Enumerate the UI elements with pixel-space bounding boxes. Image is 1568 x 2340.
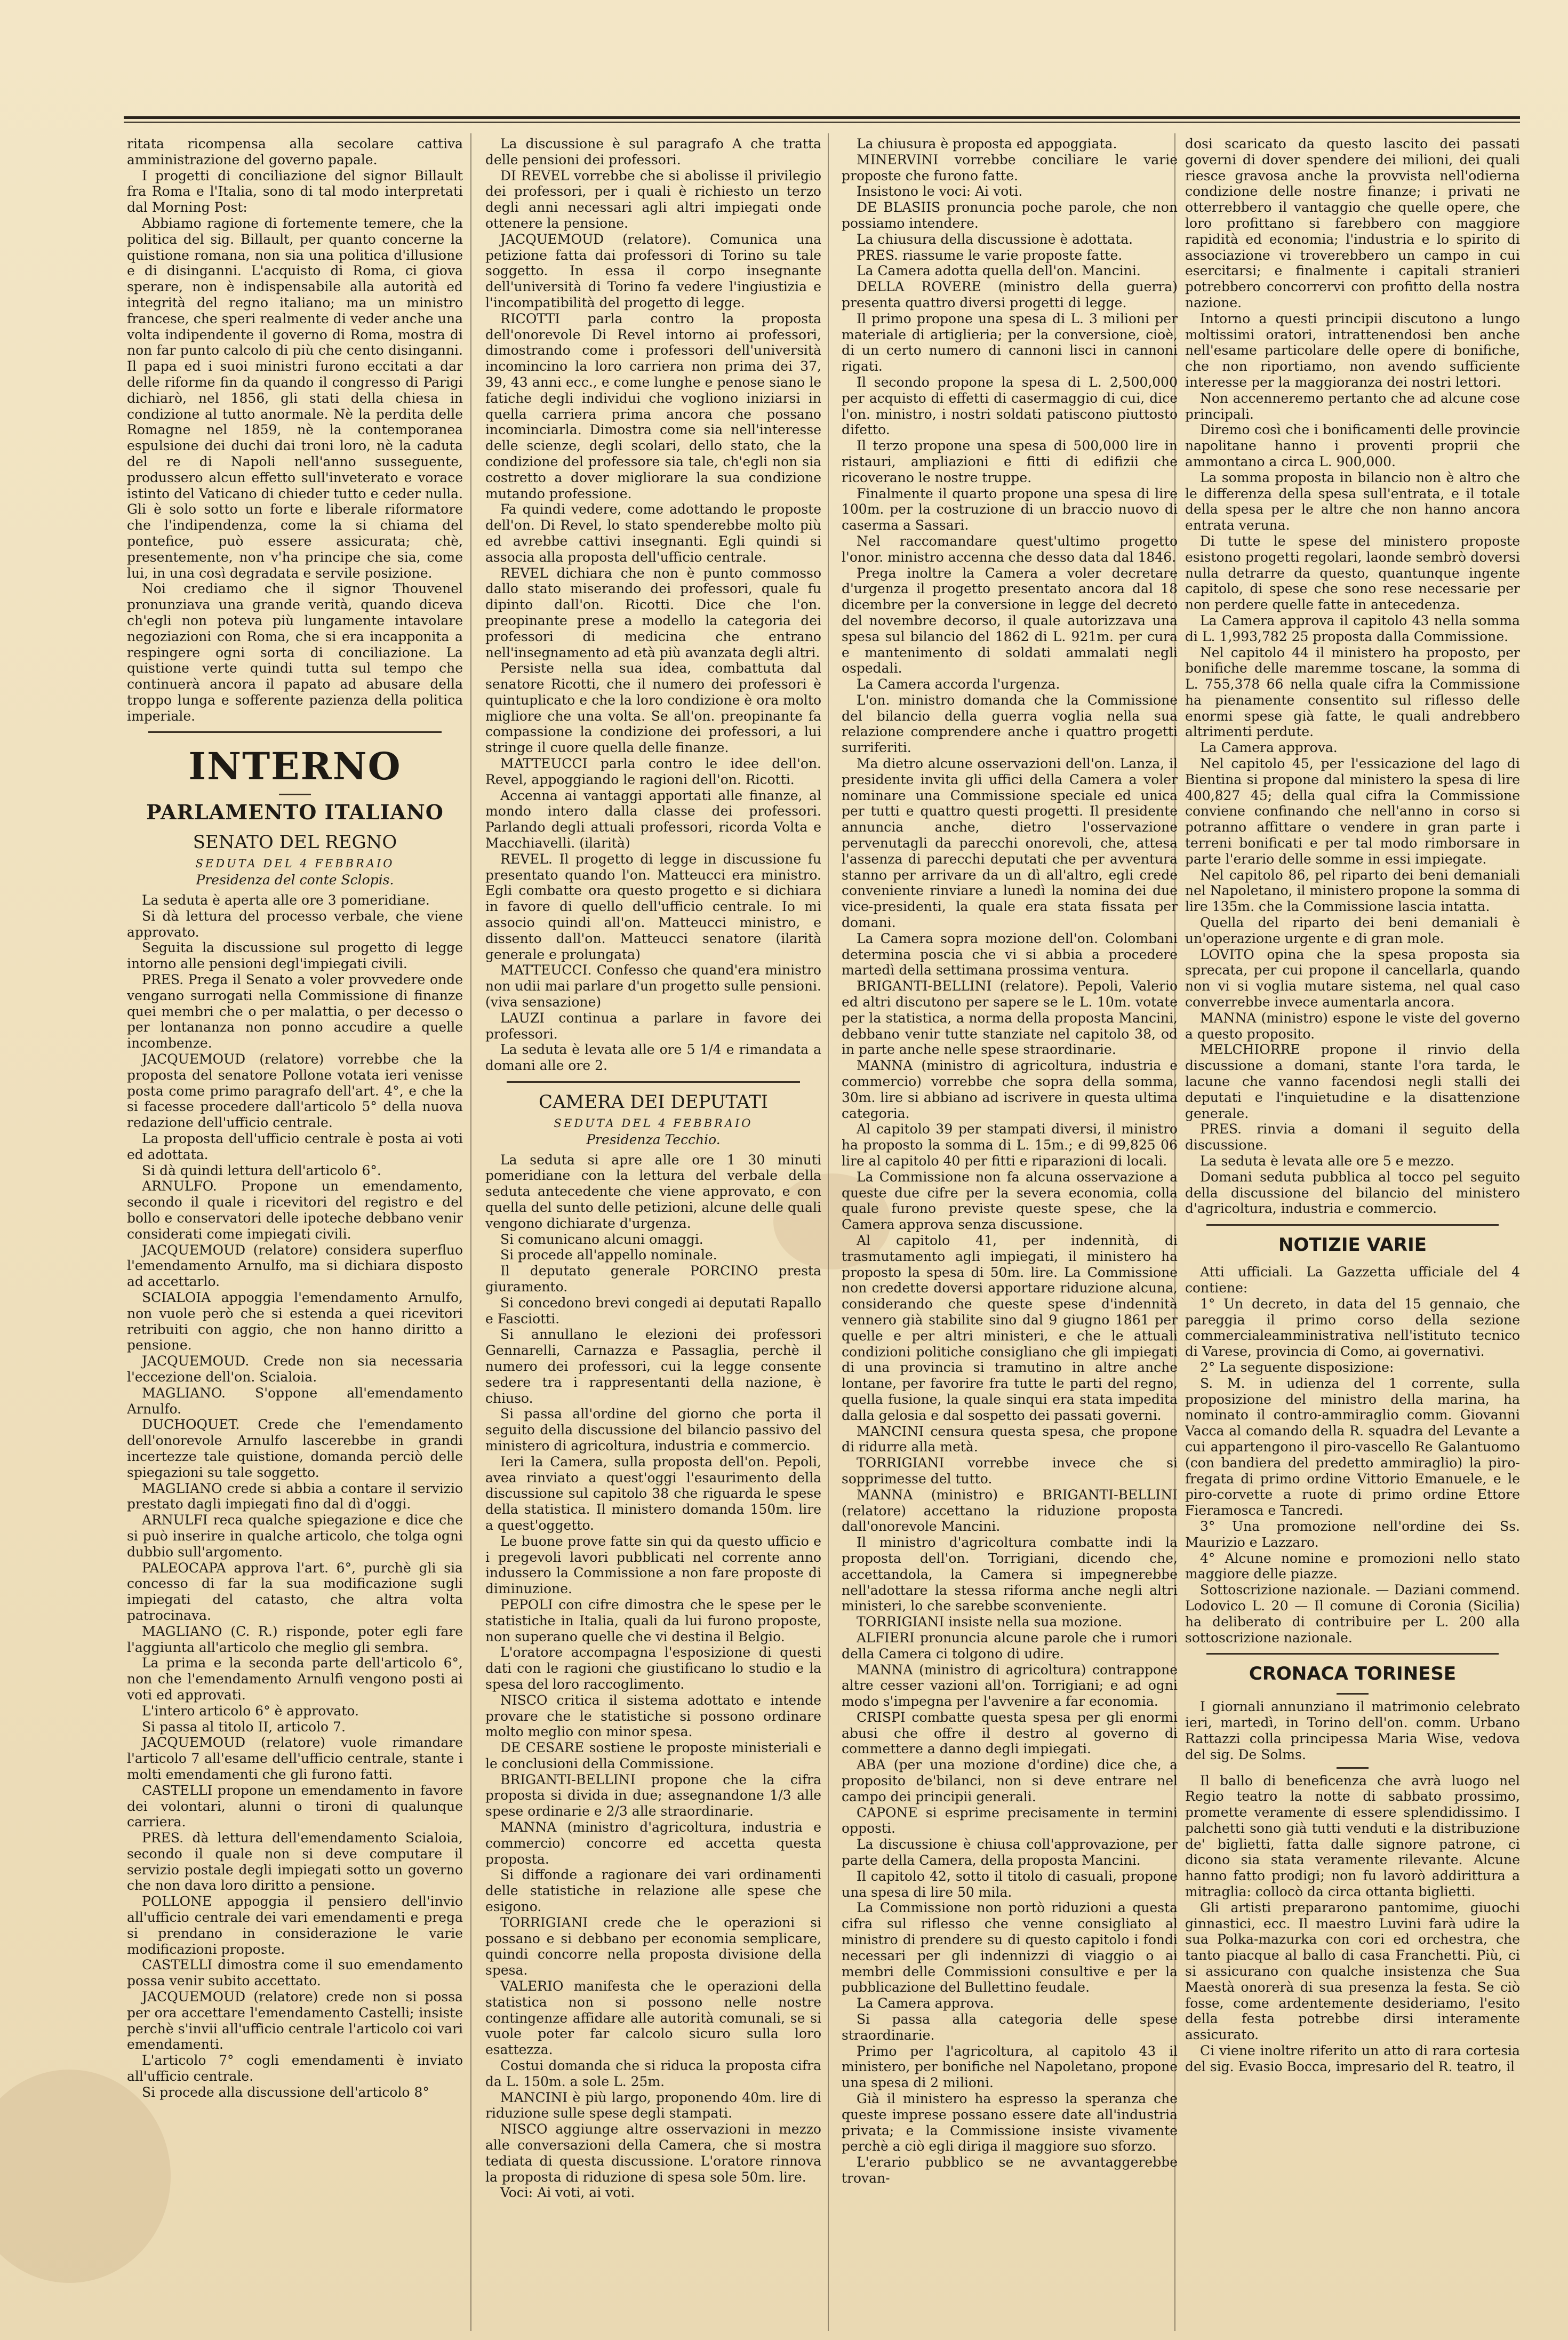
notizie-varie-title: NOTIZIE VARIE [1278,1234,1427,1256]
paragraph: Persiste nella sua idea, combattuta dal senatore Ricotti, che il numero dei professori è quintuplicato e che la loro condizione è ora molto migliore che una volta. Se all'on. preopinante fa compassione la condizione dei professori, a lui stringe il cuore quella delle finanze. [485,660,821,756]
paragraph: Il secondo propone la spesa di L. 2,500,000 per acquisto di effetti di casermaggio di cui, dice l'on. ministro, i nostri soldati patiscono piuttosto difetto. [842,374,1178,438]
paragraph: Sottoscrizione nazionale. — Daziani commend. Lodovico L. 20 — Il comune di Coronia (Sicilia) ha deliberato di contribuire per L. 200 alla sottoscrizione nazionale. [1185,1582,1520,1646]
paragraph: MANNA (ministro) espone le viste del governo a questo proposito. [1185,1010,1520,1042]
paragraph: REVEL dichiara che non è punto commosso dallo stato miserando dei professori, quale fu dipinto dall'on. Ricotti. Dice che l'on. preopinante prese a modello la categoria dei professori di medicina che entrano nell'insegnamento ad età più avanzata degli altri. [485,565,821,660]
paragraph: La seduta è aperta alle ore 3 pomeridiane. [142,892,430,908]
column-divider [828,133,829,2331]
paragraph: MANCINI censura questa spesa, che propone di ridurre alla metà. [842,1423,1178,1455]
paragraph: SCIALOIA appoggia l'emendamento Arnulfo, non vuole però che si estenda a quei ricevitori retribuiti con aggio, che non hanno diritto a pensione. [127,1290,463,1353]
paragraph: NISCO critica il sistema adottato e intende provare che le statistiche si possono ordinare molto meglio con minor spesa. [485,1692,821,1740]
paragraph: JACQUEMOUD (relatore). Comunica una petizione fatta dai professori di Torino su tale soggetto. In essa il corpo insegnante dell'università di Torino fa vedere l'ingiustizia e l'incompatibilità del progetto di legge. [485,231,821,310]
paragraph: La seduta è levata alle ore 5 e mezzo. [1200,1153,1454,1169]
camera-title: CAMERA DEI DEPUTATI [538,1091,769,1113]
paragraph: PRES. riassume le varie proposte fatte. [857,247,1123,263]
camera-session: SEDUTA DEL 4 FEBBRAIO [554,1117,753,1130]
paragraph: Ieri la Camera, sulla proposta dell'on. Pepoli, avea rinviato a quest'oggi l'esaurimento della discussione sul capitolo 38 che riguarda le spese della statistica. Il ministero domanda 150m. lire a quest'oggetto. [485,1453,821,1533]
paragraph: ARNULFO. Propone un emendamento, secondo il quale i ricevitori del registro e del bollo e conservatori delle ipoteche debbano venir considerati come impiegati civili. [127,1178,463,1242]
paragraph: ritata ricompensa alla secolare cattiva amministrazione del governo papale. [127,136,463,167]
paragraph: PRES. Prega il Senato a voler provvedere onde vengano surrogati nella Commissione di finanze quei membri che o per malattia, o per decesso o per lontananza non ponno accudire a quelle incombenze. [127,972,463,1051]
paragraph: 1° Un decreto, in data del 15 gennaio, che pareggia il primo corso della sezione commercialeamministrativa nell'istituto tecnico di Varese, provincia di Como, ai governativi. [1185,1296,1520,1360]
paragraph: La Camera approva. [857,1995,994,2011]
paragraph: La discussione è sul paragrafo A che tratta delle pensioni dei professori. [485,136,821,167]
paragraph: L'intero articolo 6° è approvato. [142,1703,359,1719]
paragraph: PRES. dà lettura dell'emendamento Scialoia, secondo il quale non si deve computare il servizio postale degli impiegati sotto un governo che non dava loro diritto a pensione. [127,1830,463,1894]
paragraph: MINERVINI vorrebbe conciliare le varie proposte che furono fatte. [842,151,1178,183]
paragraph: Di tutte le spese del ministero proposte esistono progetti regolari, laonde sembrò doversi nulla detrarre da questo, quantunque ingente capitolo, di spese che sono rese necessarie per non perdere quelle fatte in antecedenza. [1185,533,1520,613]
column-2 [485,136,821,2334]
paragraph: BRIGANTI-BELLINI (relatore). Pepoli, Valerio ed altri discutono per sapere se le L. 10m. votate per la statistica, a norma della proposta Mancini, debbano venir tutte stanziate nel capitolo 38, od in parte anche nelle spese straordinarie. [842,978,1178,1058]
paragraph: Si comunicano alcuni omaggi. [500,1231,703,1247]
paragraph: La proposta dell'ufficio centrale è posta ai voti ed adottata. [127,1131,463,1162]
paragraph: Si dà quindi lettura dell'articolo 6°. [142,1162,381,1178]
paragraph: La Camera adotta quella dell'on. Mancini. [857,263,1141,279]
paragraph: Il terzo propone una spesa di 500,000 lire in ristauri, ampliazioni e fitti di edifizii che ricoverano le nostre truppe. [842,438,1178,485]
paragraph: DE BLASIIS pronuncia poche parole, che non possiamo intendere. [842,199,1178,231]
paragraph: JACQUEMOUD (relatore) considera superfluo l'emendamento Arnulfo, ma si dichiara disposto ad accettarlo. [127,1242,463,1290]
paragraph: Ma dietro alcune osservazioni dell'on. Lanza, il presidente invita gli uffici della Camera a voler nominare una Commissione speciale ed unica per tutti e quattro questi progetti. Il presidente annuncia anche, dietro l'osservazione pervenutagli da parecchi onorevoli, che, attesa l'assenza di parecchi deputati che per avventura stanno per arrivare da un dì all'altro, egli crede conveniente rinviare a lunedì la nomina dei due vice-presidenti, la quale era stata fissata per domani. [842,756,1178,931]
paragraph: La Commissione non fa alcuna osservazione a queste due cifre per la severa economia, colla quale furono previste queste spese, che la Camera approva senza discussione. [842,1169,1178,1233]
paragraph: LOVITO opina che la spesa proposta sia sprecata, per cui propone il cancellarla, quando non vi si voglia mutare sistema, nel qual caso converrebbe invece aumentarla ancora. [1185,946,1520,1010]
paragraph: La Commissione non portò riduzioni a questa cifra sul riflesso che venne consigliato al ministro di prendere su di questo capitolo i fondi necessari per gli indennizzi di viaggio o ai membri delle Commissioni consultive e per la pubblicazione del Bullettino feudale. [842,1900,1178,1995]
paragraph: Fa quindi vedere, come adottando le proposte dell'on. Di Revel, lo stato spenderebbe molto più ed avrebbe cattivi insegnanti. Egli quindi si associa alla proposta dell'ufficio centrale. [485,501,821,565]
paragraph: TORRIGIANI insiste nella sua mozione. [857,1614,1123,1630]
paragraph: MAGLIANO. S'oppone all'emendamento Arnulfo. [127,1385,463,1417]
paragraph: TORRIGIANI crede che le operazioni si possano e si debbano per economia semplicare, quindi concorre nella proposta divisione della spesa. [485,1914,821,1978]
paragraph: MANNA (ministro d'agricoltura, industria e commercio) concorre ed accetta questa proposta. [485,1819,821,1867]
paragraph: L'articolo 7° cogli emendamenti è inviato all'ufficio centrale. [127,2053,463,2085]
paragraph: Costui domanda che si riduca la proposta cifra da L. 150m. a sole L. 25m. [485,2058,821,2089]
paragraph: Al capitolo 39 per stampati diversi, il ministro ha proposto la somma di L. 15m.; e di 99,825 06 lire al capitolo 40 per fitti e riparazioni di locali. [842,1121,1178,1169]
paragraph: dosi scaricato da questo lascito dei passati governi di dover spendere dei milioni, dei quali riesce gravosa anche la provvista nell'odierna condizione delle nostre finanze; i privati ne otterrebbero il vantaggio che quelle opere, che loro profittano si farebbero con maggiore rapidità ed economia; l'industria e lo spirito di associazione vi troverebbero un campo in cui esercitarsi; e finalmente i capitali stranieri potrebbero concorrervi con profitto della nostra nazione. [1185,136,1520,310]
paragraph: Si dà lettura del processo verbale, che viene approvato. [127,908,463,940]
camera-presidency: Presidenza Tecchio. [586,1131,721,1147]
paragraph: 3° Una promozione nell'ordine dei Ss. Maurizio e Lazzaro. [1185,1518,1520,1550]
column-1 [127,136,463,2334]
paragraph: MANNA (ministro di agricoltura, industria e commercio) vorrebbe che sopra della somma, 30m. lire si abbiano ad iscrivere in questa ultima categoria. [842,1058,1178,1121]
paragraph: Il capitolo 42, sotto il titolo di casuali, propone una spesa di lire 50 mila. [842,1868,1178,1900]
paragraph: La somma proposta in bilancio non è altro che le differenza della spesa sull'entrata, e il totale della spesa per le altre che non hanno ancora entrata veruna. [1185,469,1520,533]
paragraph: I giornali annunziano il matrimonio celebrato ieri, martedì, in Torino dell'on. comm. Urbano Rattazzi colla principessa Maria Wise, vedova del sig. De Solms. [1185,1699,1520,1762]
paragraph: Gli artisti prepararono pantomime, giuochi ginnastici, ecc. Il maestro Luvini farà udire la sua Polka-mazurka con cori ed orchestra, che tanto piacque al ballo di casa Franchetti. Più, ci si assicurano con qualche insistenza che Sua Maestà onorerà di sua presenza la festa. Se ciò fosse, come ardentemente desideriamo, l'esito della festa potrebbe dirsi interamente assicurato. [1185,1899,1520,2043]
top-rule [124,116,1520,119]
divider [507,1081,800,1083]
paragraph: La discussione è chiusa coll'approvazione, per parte della Camera, della proposta Mancini. [842,1836,1178,1868]
column-divider [470,133,471,2331]
divider [1206,1224,1499,1226]
divider [1206,1653,1499,1655]
paragraph: Primo per l'agricoltura, al capitolo 43 il ministero, per bonifiche nel Napoletano, propone una spesa di 2 milioni. [842,2043,1178,2091]
senate-title: SENATO DEL REGNO [193,832,397,853]
paragraph: Nel capitolo 86, pel riparto dei beni demaniali nel Napoletano, il ministero propone la somma di lire 135m. che la Commissione lascia intatta. [1185,867,1520,915]
paragraph: PRES. rinvia a domani il seguito della discussione. [1185,1121,1520,1153]
paragraph: L'oratore accompagna l'esposizione di questi dati con le ragioni che giustificano lo studio e la spesa del loro raccoglimento. [485,1644,821,1692]
paragraph: PEPOLI con cifre dimostra che le spese per le statistiche in Italia, quali da lui furono proposte, non superano quelle che vi destina il Belgio. [485,1596,821,1644]
paragraph: LAUZI continua a parlare in favore dei professori. [485,1010,821,1042]
paragraph: Si passa al titolo II, articolo 7. [142,1719,346,1735]
senate-session: SEDUTA DEL 4 FEBBRAIO [195,857,395,870]
paragraph: CRISPI combatte questa spesa per gli enormi abusi che offre il destro al governo di commettere a danno degli impiegati. [842,1709,1178,1757]
senate-presidency: Presidenza del conte Sclopis. [196,872,394,888]
paragraph: Il ministro d'agricoltura combatte indi la proposta dell'on. Torrigiani, dicendo che, accettandola, la Camera si impegnerebbe nell'adottare la stessa riforma anche negli altri ministeri, lo che sarebbe sconveniente. [842,1535,1178,1614]
paragraph: Voci: Ai voti, ai voti. [500,2185,635,2201]
paragraph: Ci viene inoltre riferito un atto di rara cortesia del sig. Evasio Bocca, impresario del R. teatro, il [1185,2043,1520,2074]
paragraph: Il ballo di beneficenza che avrà luogo nel Regio teatro la notte di sabbato prossimo, promette veramente di essere splendidissimo. I palchetti sono già tutti venduti e la distribuzione de' biglietti, fatta dalle signore patrone, ci dicono sia stata veramente rilevante. Alcune hanno fatto prodigi; non fu lavorò addirittura a mitraglia: collocò da circa ottanta biglietti. [1185,1772,1520,1900]
paragraph: CASTELLI dimostra come il suo emendamento possa venir subito accettato. [127,1957,463,1989]
divider [279,794,311,795]
column-3 [842,136,1178,2334]
divider [1337,1693,1369,1695]
paragraph: MANNA (ministro) e BRIGANTI-BELLINI (relatore) accettano la riduzione proposta dall'onorevole Mancini. [842,1487,1178,1535]
paragraph: Già il ministero ha espresso la speranza che queste imprese possano essere date all'industria privata; e la Commissione insiste vivamente perchè a ciò egli diriga il maggiore suo sforzo. [842,2091,1178,2154]
paragraph: VALERIO manifesta che le operazioni della statistica non si possono nelle nostre contingenze affidare alle autorità comunali, se si vuole poter far calcolo sicuro sulla loro esattezza. [485,1978,821,2058]
paragraph: Accenna ai vantaggi apportati alle finanze, al mondo intero dalla classe dei professori. Parlando degli attuali professori, ricorda Volta e Macchiavelli. (ilarità) [485,787,821,851]
paragraph: La Camera approva il capitolo 43 nella somma di L. 1,993,782 25 proposta dalla Commissione. [1185,612,1520,644]
paragraph: ALFIERI pronuncia alcune parole che i rumori della Camera ci tolgono di udire. [842,1630,1178,1662]
paragraph: MELCHIORRE propone il rinvio della discussione a domani, stante l'ora tarda, le lacune che vanno facendosi negli stalli dei deputati e l'inquietudine e la disattenzione generale. [1185,1042,1520,1121]
paragraph: Non accenneremo pertanto che ad alcune cose principali. [1185,390,1520,422]
paragraph: BRIGANTI-BELLINI propone che la cifra proposta si divida in due; assegnandone 1/3 alle spese ordinarie e 2/3 alle straordinarie. [485,1771,821,1819]
paragraph: MATTEUCCI. Confesso che quand'era ministro non udii mai parlare d'un progetto sulle pensioni. (viva sensazione) [485,962,821,1010]
paragraph: Insistono le voci: Ai voti. [857,183,1023,199]
paragraph: MAGLIANO (C. R.) risponde, poter egli fare l'aggiunta all'articolo che meglio gli sembra. [127,1623,463,1655]
cronaca-torinese-title: CRONACA TORINESE [1249,1663,1457,1685]
paragraph: Domani seduta pubblica al tocco pel seguito della discussione del bilancio del ministero d'agricoltura, industria e commercio. [1185,1169,1520,1217]
paragraph: I progetti di conciliazione del signor Billault fra Roma e l'Italia, sono di tal modo interpretati dal Morning Post: [127,167,463,215]
paragraph: JACQUEMOUD (relatore) vorrebbe che la proposta del senatore Pollone votata ieri venisse posta come primo paragrafo dell'art. 4°, e che la si facesse procedere dall'articolo 5° della nuova redazione dell'ufficio centrale. [127,1051,463,1131]
paragraph: Quella del riparto dei beni demaniali è un'operazione urgente e di gran mole. [1185,915,1520,946]
paragraph: La Camera accorda l'urgenza. [857,676,1060,692]
divider [1337,1767,1369,1769]
paragraph: Diremo così che i bonificamenti delle provincie napolitane hanno i proventi proprii che ammontano a circa L. 900,000. [1185,422,1520,469]
paragraph: La chiusura è proposta ed appoggiata. [857,136,1117,151]
paragraph: PALEOCAPA approva l'art. 6°, purchè gli sia concesso di far la sua modificazione sugli impiegati del catasto, che altra volta patrocinava. [127,1560,463,1623]
paragraph: Si procede alla discussione dell'articolo 8° [142,2084,429,2100]
paragraph: Prega inoltre la Camera a voler decretare d'urgenza il progetto presentato ancora dal 18 dicembre per la conversione in legge del decreto del novembre decorso, il quale autorizzava una spesa sul bilancio del 1862 di L. 921m. per cura e mantenimento di soldati ammalati negli ospedali. [842,565,1178,676]
paragraph: Si passa alla categoria delle spese straordinarie. [842,2011,1178,2043]
paragraph: Si annullano le elezioni dei professori Gennarelli, Carnazza e Passaglia, perchè il numero dei professori, cui la legge consente sedere tra i rappresentanti della nazione, è chiuso. [485,1327,821,1406]
paragraph: S. M. in udienza del 1 corrente, sulla proposizione del ministro della marina, ha nominato il contro-ammiraglio comm. Giovanni Vacca al comando della R. squadra del Levante a cui appartengono il piro-vascello Re Galantuomo (con bandiera del predetto ammiraglio) la piro-fregata di primo ordine Vittorio Emanuele, e le piro-corvette a ruote di primo ordine Ettore Fieramosca e Tancredi. [1185,1375,1520,1519]
paragraph: DE CESARE sostiene le proposte ministeriali e le conclusioni della Commissione. [485,1740,821,1771]
top-rule-thin [124,122,1520,123]
paragraph: 4° Alcune nomine e promozioni nello stato maggiore delle piazze. [1185,1550,1520,1582]
paragraph: Nel capitolo 44 il ministero ha proposto, per bonifiche delle maremme toscane, la somma di L. 755,378 66 nella quale cifra la Commissione ha pienamente consentito sul riflesso delle enormi spese già fatte, le quali andrebbero altrimenti perdute. [1185,644,1520,740]
paragraph: Atti ufficiali. La Gazzetta ufficiale del 4 contiene: [1185,1264,1520,1296]
paragraph: La chiusura della discussione è adottata. [857,231,1133,247]
paragraph: TORRIGIANI vorrebbe invece che si sopprimesse del tutto. [842,1455,1178,1487]
paragraph: La Camera sopra mozione dell'on. Colombani determina poscia che vi si abbia a procedere martedì della settimana prossima ventura. [842,930,1178,978]
paragraph: Si diffonde a ragionare dei vari ordinamenti delle statistiche in relazione alle spese che esigono. [485,1867,821,1915]
paragraph: Nel capitolo 45, per l'essicazione del lago di Bientina si propone dal ministero la spesa di lire 400,827 45; della qual cifra la Commissione conviene confinando che nell'anno in corso si potranno affittare o vendere in gran parte i terreni bonificati e per tal modo rimborsare in parte l'erario delle somme in essi impiegate. [1185,756,1520,867]
paragraph: Si procede all'appello nominale. [500,1247,717,1263]
paragraph: La Camera approva. [1200,740,1338,756]
column-4 [1185,136,1520,2334]
paragraph: Noi crediamo che il signor Thouvenel pronunziava una grande verità, quando diceva ch'egli non poteva più lungamente intavolare negoziazioni con Roma, che si era incapponita a respingere ogni sorta di conciliazione. La quistione verte quindi tutta sul tempo che continuerà ancora il papato ad abusare della troppo lunga e sofferente pazienza della politica imperiale. [127,581,463,724]
paragraph: JACQUEMOUD. Crede non sia necessaria l'eccezione dell'on. Scialoia. [127,1353,463,1385]
paragraph: Il deputato generale PORCINO presta giuramento. [485,1263,821,1295]
paragraph: DELLA ROVERE (ministro della guerra) presenta quattro diversi progetti di legge. [842,279,1178,310]
paragraph: CAPONE si esprime precisamente in termini opposti. [842,1804,1178,1836]
paragraph: CASTELLI propone un emendamento in favore dei volontari, alunni o tironi di qualunque carriera. [127,1782,463,1830]
divider [148,731,442,733]
paragraph: 2° La seguente disposizione: [1200,1359,1394,1375]
paragraph: DI REVEL vorrebbe che si abolisse il privilegio dei professori, per i quali è richiesto un terzo degli anni necessari agli altri impiegati onde ottenere la pensione. [485,167,821,231]
paragraph: L'on. ministro domanda che la Commissione del bilancio della guerra voglia nella sua relazione comprendere anche i quattro progetti surriferiti. [842,692,1178,756]
paragraph: Finalmente il quarto propone una spesa di lire 100m. per la costruzione di un braccio nuovo di caserma a Sassari. [842,485,1178,533]
paragraph: Il primo propone una spesa di L. 3 milioni per materiale di artiglieria; per la conversione, cioè, di un certo numero di cannoni lisci in cannoni rigati. [842,310,1178,374]
paragraph: La seduta è levata alle ore 5 1/4 e rimandata a domani alle ore 2. [485,1042,821,1074]
section-title-interno: INTERNO [188,744,402,789]
paragraph: Nel raccomandare quest'ultimo progetto l'onor. ministro accenna che desso data dal 1846. [842,533,1178,565]
paragraph: MATTEUCCI parla contro le idee dell'on. Revel, appoggiando le ragioni dell'on. Ricotti. [485,756,821,787]
paragraph: Intorno a questi principii discutono a lungo moltissimi oratori, intrattenendosi ben anche nell'esame particolare delle opere di bonifiche, che non riportiamo, non avendo sufficiente interesse per la maggioranza dei nostri lettori. [1185,310,1520,390]
paragraph: NISCO aggiunge altre osservazioni in mezzo alle conversazioni della Camera, che si mostra tediata di questa discussione. L'oratore rinnova la proposta di riduzione di spesa sole 50m. lire. [485,2121,821,2185]
paragraph: Si concedono brevi congedi ai deputati Rapallo e Fasciotti. [485,1295,821,1327]
paragraph: La prima e la seconda parte dell'articolo 6°, non che l'emendamento Arnulfi vengono posti ai voti ed approvati. [127,1655,463,1703]
paragraph: L'erario pubblico se ne avvantaggerebbe trovan- [842,2154,1178,2186]
paragraph: MANNA (ministro di agricoltura) contrappone altre cesser vazioni all'on. Torrigiani; e ad ogni modo s'impegna per l'avvenire a far economia. [842,1662,1178,1710]
paragraph: ARNULFI reca qualche spiegazione e dice che si può inserire in qualche articolo, che tolga ogni dubbio sull'argomento. [127,1512,463,1560]
paragraph: MAGLIANO crede si abbia a contare il servizio prestato dagli impiegati fino dal dì d'oggi. [127,1480,463,1512]
paragraph: POLLONE appoggia il pensiero dell'invio all'ufficio centrale dei vari emendamenti e prega si prendano in considerazione le varie modificazioni proposte. [127,1894,463,1957]
paragraph: JACQUEMOUD (relatore) crede non si possa per ora accettare l'emendamento Castelli; insiste perchè s'invii all'ufficio centrale l'articolo coi vari emendamenti. [127,1989,463,2053]
paragraph: Al capitolo 41, per indennità, di trasmutamento agli impiegati, il ministero ha proposto la spesa di 50m. lire. La Commissione non credette doversi apportare riduzione alcuna, considerando che queste spese d'indennità vennero già stabilite sino dal 9 giugno 1861 per quelle e per altri ministeri, e che le attuali condizioni politiche consigliano che gli impiegati di una provincia si tramutino in altre anche lontane, per favorire fra tutte le parti del regno, quella fusione, la quale sinqui era stata impedita dalla gelosia e dal sospetto dei passati governi. [842,1232,1178,1423]
paragraph: MANCINI è più largo, proponendo 40m. lire di riduzione sulle spese degli stampati. [485,2089,821,2121]
paragraph: JACQUEMOUD (relatore) vuole rimandare l'articolo 7 all'esame dell'ufficio centrale, stante i molti emendamenti che gli furono fatti. [127,1735,463,1782]
paragraph: DUCHOQUET. Crede che l'emendamento dell'onorevole Arnulfo lascerebbe in grandi incertezze tale quistione, domanda perciò delle spiegazioni su tale soggetto. [127,1417,463,1480]
paragraph: ABA (per una mozione d'ordine) dice che, a proposito de'bilanci, non si deve entrare nel campo dei principii generali. [842,1757,1178,1804]
paragraph: RICOTTI parla contro la proposta dell'onorevole Di Revel intorno ai professori, dimostrando come i professori dell'università incomincino la loro carriera non prima dei 37, 39, 43 anni ecc., e come lunghe e penose siano le fatiche degli individui che vogliono iniziarsi in quella carriera prima ancora che possano incominciarla. Dimostra come sia nell'interesse delle scienze, degli scolari, dello stato, che la condizione del professore sia tale, ch'egli non sia costretto a dover migliorare la sua condizione mutando professione. [485,310,821,501]
parliament-title: PARLAMENTO ITALIANO [146,800,444,825]
paragraph: Abbiamo ragione di fortemente temere, che la politica del sig. Billault, per quanto concerne la quistione romana, non sia una politica d'illusione e di disinganni. L'acquisto di Roma, ci giova sperare, non è indispensabile alla autorità ed integrità del regno italiano; ma un ministro francese, che speri realmente di veder anche una volta indipendente il governo di Roma, mostra di non far punto calcolo di più che cento disinganni. Il papa ed i suoi ministri furono eccitati a dar delle riforme fin da quando il congresso di Parigi dichiarò, nel 1856, gli stati della chiesa in condizione al tutto anormale. Nè la perdita delle Romagne nel 1859, nè la contemporanea espulsione dei duchi dai troni loro, nè la caduta del re di Napoli nell'anno susseguente, produssero alcun effetto sull'inveterato e vorace istinto del Vaticano di chieder tutto e ceder nulla. Gli è solo sotto un forte e liberale riformatore che l'indipendenza, come la si chiama del pontefice, può essere assicurata; chè, presentemente, non v'ha principe che sia, come lui, in una così degradata e servile posizione. [127,215,463,581]
paragraph: Le buone prove fatte sin qui da questo ufficio e i pregevoli lavori pubblicati nel corrente anno indussero la Commissione a non fare proposte di diminuzione. [485,1533,821,1597]
paragraph: Si passa all'ordine del giorno che porta il seguito della discussione del bilancio passivo del ministero di agricoltura, industria e commercio. [485,1406,821,1453]
paragraph: Seguita la discussione sul progetto di legge intorno alle pensioni degl'impiegati civili. [127,940,463,972]
paragraph: REVEL. Il progetto di legge in discussione fu presentato quando l'on. Matteucci era ministro. Egli combatte ora questo progetto e si dichiara in favore di quello dell'ufficio centrale. Io mi associo quindi all'on. Matteucci ministro, e dissento dall'on. Matteucci senatore (ilarità generale e prolungata) [485,851,821,962]
paragraph: La seduta si apre alle ore 1 30 minuti pomeridiane con la lettura del verbale della seduta antecedente che viene approvato, e con quella del sunto delle petizioni, alcune delle quali vengono dichiarate d'urgenza. [485,1152,821,1231]
